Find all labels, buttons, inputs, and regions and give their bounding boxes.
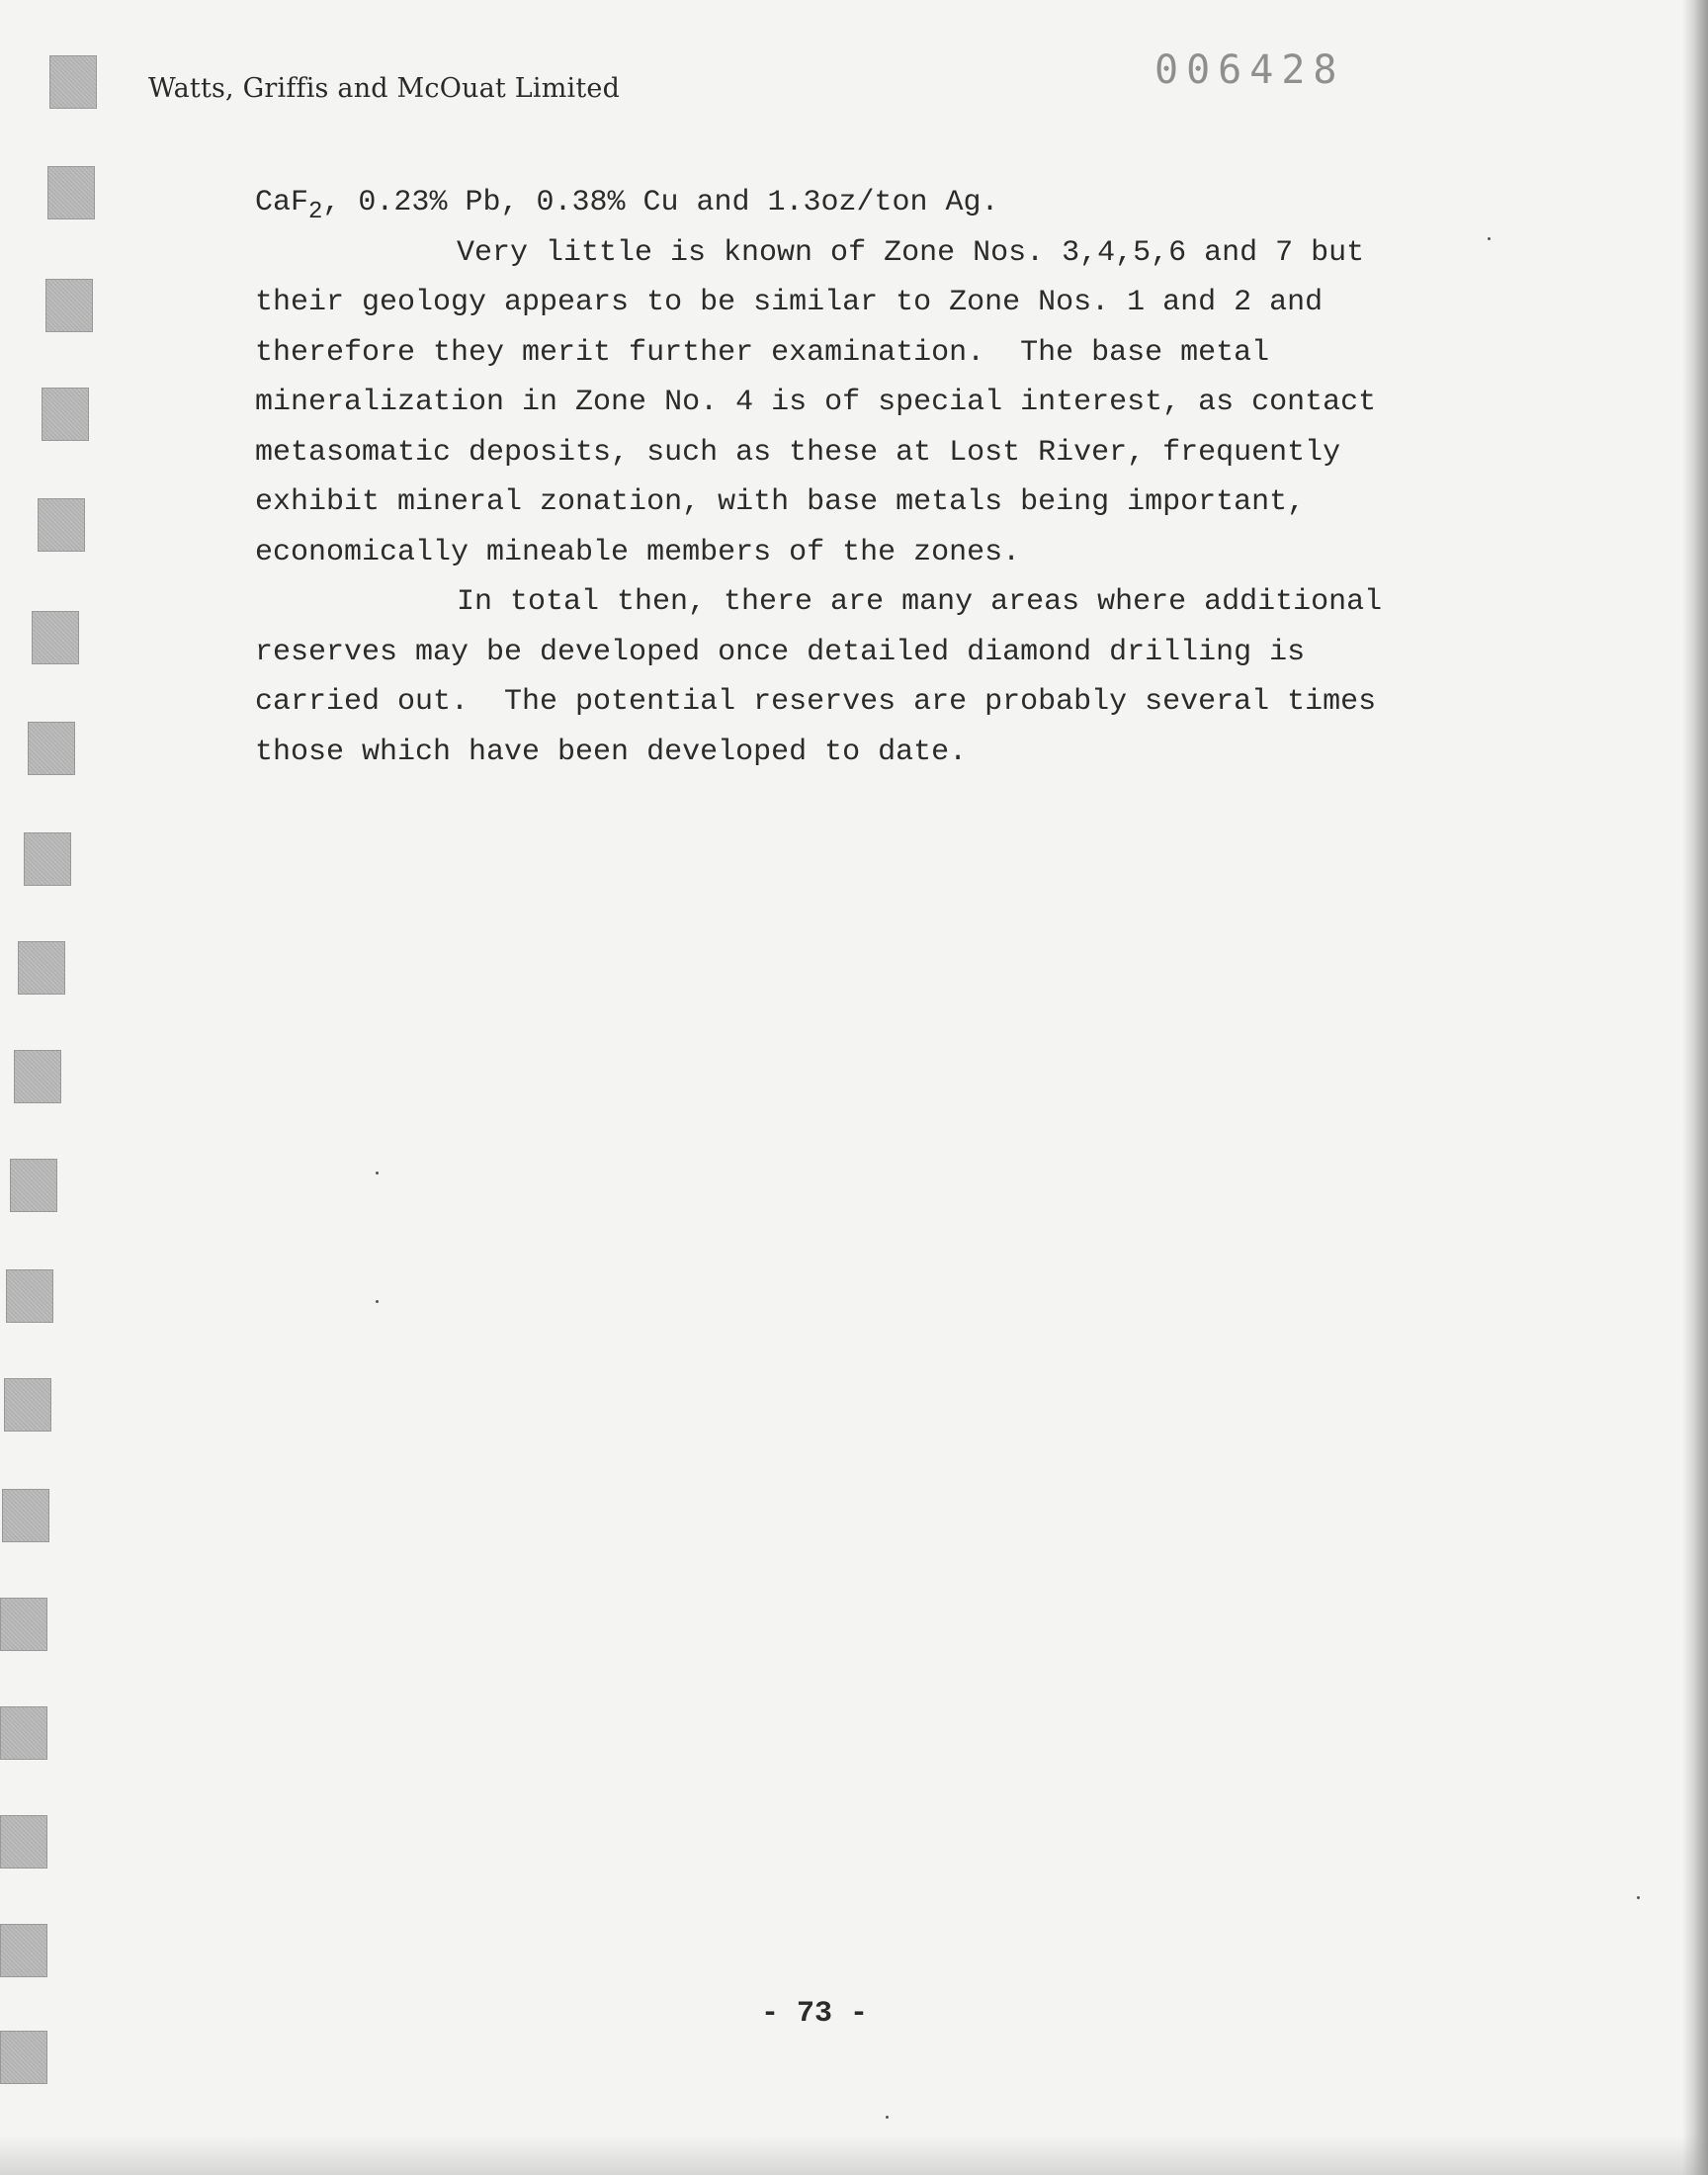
binder-hole (0, 1598, 47, 1651)
formula-prefix: CaF (255, 186, 309, 219)
scan-edge-right (1682, 0, 1708, 2175)
binder-hole (0, 2031, 47, 2084)
scan-speck (1488, 237, 1491, 240)
scan-edge-bottom (0, 2135, 1708, 2175)
binder-hole (18, 941, 65, 995)
report-body (255, 178, 1530, 777)
text-line (255, 178, 1530, 228)
paragraph-line: exhibit mineral zonation, with base metals being important, (255, 485, 1306, 519)
binder-hole (2, 1489, 49, 1542)
assay-values: , 0.23% Pb, 0.38% Cu and 1.3oz/ton Ag. (322, 186, 999, 219)
paragraph-line: In total then, there are many areas where additional (457, 585, 1383, 619)
paragraph-line: therefore they merit further examination. The base metal (255, 335, 1270, 370)
binder-hole (24, 832, 71, 886)
company-letterhead: Watts, Griffis and McOuat Limited (148, 73, 621, 104)
binder-hole (47, 166, 95, 219)
binder-hole (49, 55, 97, 109)
paragraph-line: carried out. The potential reserves are probably several times (255, 685, 1377, 719)
binder-hole (6, 1269, 53, 1323)
scan-speck (886, 2116, 889, 2119)
binder-hole (4, 1378, 51, 1432)
paragraph-line: those which have been developed to date. (255, 735, 968, 769)
binder-hole (0, 1815, 47, 1869)
paragraph-line: their geology appears to be similar to Zone Nos. 1 and 2 and (255, 286, 1324, 319)
binder-hole (32, 611, 79, 664)
paragraph-line: Very little is known of Zone Nos. 3,4,5,6 and 7 but (457, 235, 1365, 270)
paragraph-line: economically mineable members of the zones. (255, 535, 1021, 569)
binder-hole (14, 1050, 61, 1103)
binder-hole (42, 388, 89, 441)
scan-speck (376, 1172, 379, 1174)
binder-hole (45, 279, 93, 332)
binder-hole (28, 722, 75, 775)
binder-hole (38, 498, 85, 552)
binder-hole (10, 1159, 57, 1212)
page-number: - 73 - (761, 1997, 869, 2031)
document-number-stamp: 006428 (1154, 47, 1345, 93)
binder-hole (0, 1706, 47, 1760)
paragraph-line: metasomatic deposits, such as these at Lost River, frequently (255, 435, 1341, 470)
binder-hole (0, 1924, 47, 1977)
scan-speck (376, 1300, 379, 1303)
paragraph-line: reserves may be developed once detailed diamond drilling is (255, 635, 1306, 669)
formula-subscript: 2 (308, 199, 323, 225)
scan-speck (1637, 1896, 1640, 1899)
paragraph-line: mineralization in Zone No. 4 is of special interest, as contact (255, 386, 1377, 419)
